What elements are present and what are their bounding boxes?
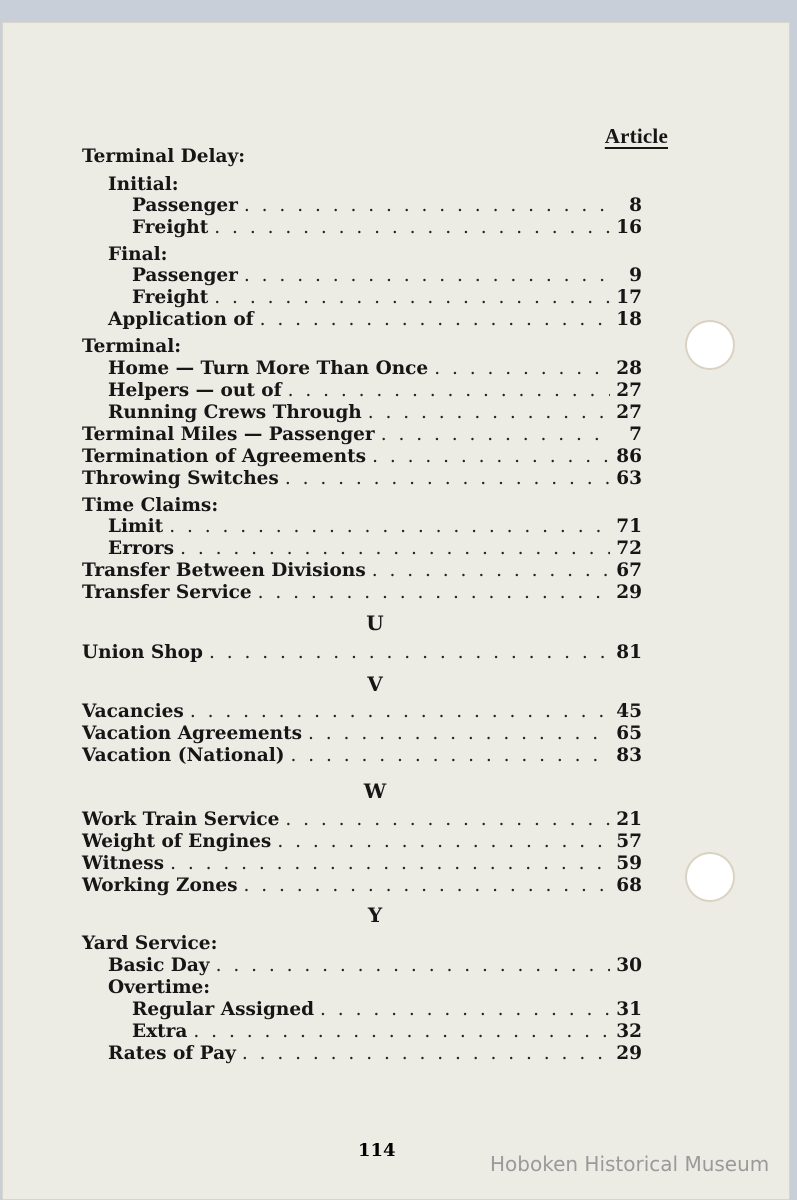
dot-leader: [285, 809, 610, 831]
dot-leader: [285, 468, 610, 490]
dot-leader: [260, 309, 610, 331]
entry-article-number: 7: [629, 424, 642, 445]
dot-leader: [180, 538, 610, 560]
entry-article-number: 30: [616, 955, 642, 976]
entry-article-number: 9: [629, 265, 642, 286]
dot-leader: [169, 516, 610, 538]
section-letter-u: U: [366, 611, 384, 635]
dot-leader: [277, 831, 610, 853]
heading-time-claims: Time Claims:: [82, 495, 219, 516]
dot-leader: [320, 999, 610, 1021]
entry-label: Freight: [132, 217, 209, 238]
index-entry: [132, 195, 642, 217]
index-entry: [82, 701, 642, 723]
index-entry: [108, 1043, 642, 1065]
entry-article-number: 17: [616, 287, 642, 308]
entry-label: Rates of Pay: [108, 1043, 236, 1064]
entry-article-number: 29: [616, 1043, 642, 1064]
dot-leader: [368, 402, 610, 424]
index-entry: [108, 538, 642, 560]
subheading-final: Final:: [108, 244, 168, 265]
binder-hole-top: [685, 320, 735, 370]
section-letter-y: Y: [367, 903, 383, 927]
index-entry: [132, 217, 642, 239]
entry-article-number: 65: [616, 723, 642, 744]
entry-label: Union Shop: [82, 642, 203, 663]
section-letter-v: V: [367, 672, 383, 696]
dot-leader: [258, 582, 610, 604]
entry-article-number: 29: [616, 582, 642, 603]
entry-article-number: 18: [616, 309, 642, 330]
index-entry: [132, 999, 642, 1021]
entry-article-number: 67: [616, 560, 642, 581]
subheading-initial: Initial:: [108, 174, 179, 195]
index-entry: [108, 402, 642, 424]
index-entry: [108, 358, 642, 380]
entry-article-number: 45: [616, 701, 642, 722]
entry-label: Regular Assigned: [132, 999, 315, 1020]
entry-label: Throwing Switches: [82, 468, 279, 489]
reverse-side-bleed-through: [367, 112, 376, 178]
index-entry: [82, 446, 642, 468]
index-entry: [82, 853, 642, 875]
heading-terminal-delay: Terminal Delay:: [82, 146, 246, 167]
entry-label: Vacation Agreements: [82, 723, 303, 744]
index-entry: [82, 875, 642, 897]
dot-leader: [381, 424, 610, 446]
dot-leader: [244, 195, 610, 217]
entry-article-number: 28: [616, 358, 642, 379]
entry-label: Vacancies: [82, 701, 184, 722]
entry-article-number: 31: [616, 999, 642, 1020]
heading-terminal: Terminal:: [82, 336, 182, 357]
entry-article-number: 71: [616, 516, 642, 537]
index-entry: [132, 265, 642, 287]
entry-article-number: 59: [616, 853, 642, 874]
index-entry: [82, 723, 642, 745]
entry-label: Running Crews Through: [108, 402, 362, 423]
entry-label: Witness: [82, 853, 165, 874]
entry-label: Work Train Service: [82, 809, 280, 830]
dot-leader: [372, 560, 610, 582]
entry-label: Working Zones: [82, 875, 238, 896]
entry-article-number: 8: [629, 195, 642, 216]
entry-article-number: 86: [616, 446, 642, 467]
dot-leader: [290, 745, 610, 767]
dot-leader: [214, 287, 610, 309]
index-entry: [82, 424, 642, 446]
heading-yard-service: Yard Service:: [82, 933, 218, 954]
entry-label: Vacation (National): [82, 745, 285, 766]
index-entry: [82, 582, 642, 604]
entry-article-number: 81: [616, 642, 642, 663]
index-entry: [82, 809, 642, 831]
index-entry: [108, 309, 642, 331]
page-number: 114: [358, 1140, 396, 1161]
index-entry: [132, 287, 642, 309]
dot-leader: [372, 446, 610, 468]
entry-label: Freight: [132, 287, 209, 308]
museum-watermark: Hoboken Historical Museum: [490, 1152, 770, 1176]
dot-leader: [214, 217, 610, 239]
dot-leader: [209, 642, 610, 664]
entry-label: Errors: [108, 538, 175, 559]
index-entry: [132, 1021, 642, 1043]
index-entry: [82, 745, 642, 767]
entry-article-number: 83: [616, 745, 642, 766]
dot-leader: [434, 358, 610, 380]
entry-article-number: 16: [616, 217, 642, 238]
index-entry: [82, 468, 642, 490]
entry-label: Weight of Engines: [82, 831, 272, 852]
entry-label: Termination of Agreements: [82, 446, 367, 467]
dot-leader: [242, 1043, 610, 1065]
entry-label: Terminal Miles — Passenger: [82, 424, 375, 445]
dot-leader: [288, 380, 610, 402]
entry-article-number: 72: [616, 538, 642, 559]
entry-article-number: 27: [616, 380, 642, 401]
entry-article-number: 63: [616, 468, 642, 489]
entry-article-number: 32: [616, 1021, 642, 1042]
index-entry: [82, 642, 642, 664]
entry-label: Helpers — out of: [108, 380, 282, 401]
entry-label: Basic Day: [108, 955, 210, 976]
index-entry: [108, 516, 642, 538]
entry-article-number: 21: [616, 809, 642, 830]
entry-label: Passenger: [132, 195, 238, 216]
dot-leader: [308, 723, 610, 745]
dot-leader: [244, 875, 610, 897]
dot-leader: [190, 701, 610, 723]
entry-article-number: 27: [616, 402, 642, 423]
index-entry: [82, 831, 642, 853]
article-column-header: Article: [604, 124, 668, 148]
entry-label: Application of: [108, 309, 254, 330]
dot-leader: [170, 853, 610, 875]
index-entry: [108, 380, 642, 402]
section-letter-w: W: [363, 779, 387, 803]
dot-leader: [244, 265, 610, 287]
dot-leader: [193, 1021, 610, 1043]
entry-label: Transfer Service: [82, 582, 252, 603]
index-entry: [82, 560, 642, 582]
entry-article-number: 68: [616, 875, 642, 896]
index-entry: [108, 955, 642, 977]
entry-label: Passenger: [132, 265, 238, 286]
entry-article-number: 57: [616, 831, 642, 852]
subheading-overtime: Overtime:: [108, 977, 211, 998]
entry-label: Limit: [108, 516, 164, 537]
entry-label: Transfer Between Divisions: [82, 560, 366, 581]
dot-leader: [216, 955, 610, 977]
binder-hole-bottom: [685, 852, 735, 902]
entry-label: Extra: [132, 1021, 188, 1042]
entry-label: Home — Turn More Than Once: [108, 358, 429, 379]
index-page: [2, 22, 790, 1200]
